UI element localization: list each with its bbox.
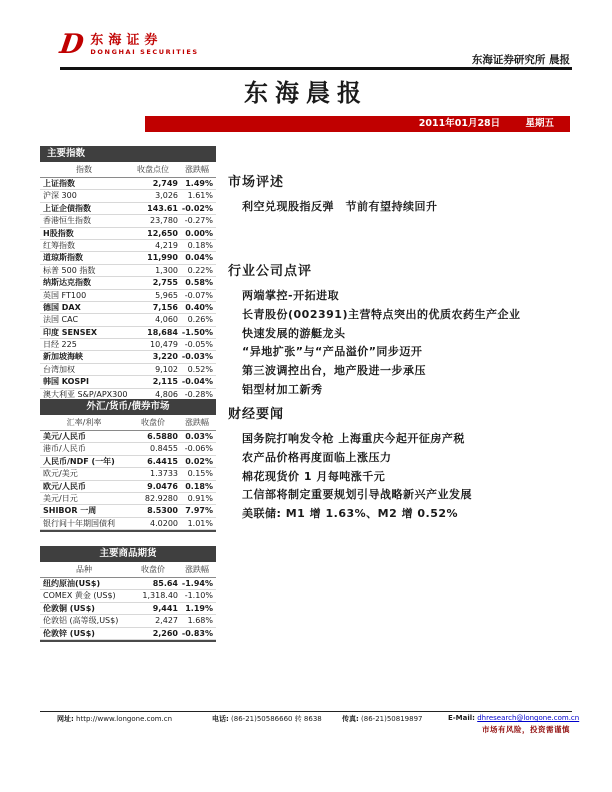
table-row: 上证指数 2,749 1.49% bbox=[40, 178, 216, 190]
table-row: 人民币/NDF (一年) 6.4415 0.02% bbox=[40, 456, 216, 468]
column-header: 收盘点位 bbox=[137, 165, 169, 174]
section-item: 两端掌控-开拓进取 bbox=[242, 289, 340, 302]
table-row: 法国 CAC 4,060 0.26% bbox=[40, 314, 216, 326]
table-row: 纽约原油(US$) 85.64 -1.94% bbox=[40, 578, 216, 590]
indices-table-title: 主要指数 bbox=[40, 146, 216, 162]
table-row: 银行间十年期国债利 4.0200 1.01% bbox=[40, 518, 216, 530]
column-header: 指数 bbox=[76, 165, 92, 174]
section-item: 长青股份(002391)主营特点突出的优质农药生产企业 bbox=[242, 307, 521, 321]
table-row: 印度 SENSEX 18,684 -1.50% bbox=[40, 327, 216, 339]
footer-website-label: 网址: bbox=[57, 715, 74, 723]
risk-disclaimer: 市场有风险，投资需谨慎 bbox=[482, 725, 570, 734]
commodities-table bbox=[40, 546, 216, 642]
footer-phone-number: (86-21)50586660 转 8638 bbox=[231, 715, 322, 723]
logo-d-mark-icon: D bbox=[57, 29, 86, 60]
industry-comments-items bbox=[228, 287, 580, 400]
column-header: 收盘价 bbox=[141, 565, 165, 574]
indices-table bbox=[40, 146, 216, 403]
logo-company-name-cn: 东海证券 bbox=[90, 33, 163, 48]
table-row: 伦敦锌 (US$) 2,260 -0.83% bbox=[40, 628, 216, 640]
report-weekday: 星期五 bbox=[525, 118, 554, 129]
column-header: 品种 bbox=[76, 565, 92, 574]
footer-email-label: E-Mail: bbox=[448, 714, 475, 722]
table-row: 美元/人民币 6.5880 0.03% bbox=[40, 431, 216, 443]
section-item: “异地扩张”与“产品溢价”同步迈开 bbox=[242, 345, 423, 359]
footer-fax-number: (86-21)50819897 bbox=[361, 715, 423, 723]
commodities-table-body bbox=[40, 578, 216, 640]
table-row: 伦敦铝 (高等级,US$) 2,427 1.68% bbox=[40, 615, 216, 627]
forex-bond-table bbox=[40, 399, 216, 532]
table-row: 台湾加权 9,102 0.52% bbox=[40, 364, 216, 376]
column-header: 汇率/利率 bbox=[66, 418, 102, 427]
table-row: 伦敦铜 (US$) 9,441 1.19% bbox=[40, 603, 216, 615]
table-row: 英国 FT100 5,965 -0.07% bbox=[40, 290, 216, 302]
column-header: 涨跌幅 bbox=[185, 418, 209, 427]
finance-news-items bbox=[228, 430, 580, 524]
footer-email bbox=[448, 714, 579, 722]
logo-company-name-en: DONGHAI SECURITIES bbox=[90, 48, 199, 56]
indices-table-columns bbox=[40, 162, 216, 178]
section-item: 农产品价格再度面临上涨压力 bbox=[242, 450, 392, 464]
table-row: H股指数 12,650 0.00% bbox=[40, 228, 216, 240]
table-row: 道琼斯指数 11,990 0.04% bbox=[40, 252, 216, 264]
indices-table-body bbox=[40, 178, 216, 401]
footer-email-link[interactable]: dhresearch@longone.com.cn bbox=[477, 714, 580, 722]
table-row: 德国 DAX 7,156 0.40% bbox=[40, 302, 216, 314]
table-row: 上证企债指数 143.61 -0.02% bbox=[40, 203, 216, 215]
column-header: 涨跌幅 bbox=[185, 565, 209, 574]
table-row: SHIBOR 一周 8.5300 7.97% bbox=[40, 505, 216, 517]
research-institute-label: 东海证券研究所 晨报 bbox=[471, 54, 570, 66]
section-item: 快速发展的游艇龙头 bbox=[242, 326, 346, 340]
footer-fax-label: 传真: bbox=[342, 715, 359, 723]
company-logo bbox=[57, 29, 199, 60]
industry-comments-heading: 行业公司点评 bbox=[228, 264, 313, 279]
footer-phone-label: 电话: bbox=[212, 715, 229, 723]
table-row: 韩国 KOSPI 2,115 -0.04% bbox=[40, 376, 216, 388]
section-item: 棉花现货价 1 月每吨涨千元 bbox=[242, 469, 386, 483]
market-review-items bbox=[228, 198, 580, 217]
table-row: 纳斯达克指数 2,755 0.58% bbox=[40, 277, 216, 289]
table-row: 港币/人民币 0.8455 -0.06% bbox=[40, 443, 216, 455]
commodities-table-title: 主要商品期货 bbox=[40, 546, 216, 562]
section-item: 铝型材加工新秀 bbox=[242, 382, 323, 396]
section-item: 第三波调控出台，地产股进一步承压 bbox=[242, 364, 426, 378]
table-row: 红筹指数 4,219 0.18% bbox=[40, 240, 216, 252]
industry-comments-section bbox=[228, 260, 580, 400]
table-row: 新加坡海峡 3,220 -0.03% bbox=[40, 351, 216, 363]
footer-divider bbox=[40, 711, 572, 712]
section-item: 工信部将制定重要规划引导战略新兴产业发展 bbox=[242, 488, 472, 502]
table-row: 沪深 300 3,026 1.61% bbox=[40, 190, 216, 202]
table-row: COMEX 黄金 (US$) 1,318.40 -1.10% bbox=[40, 590, 216, 602]
table-row: 香港恒生指数 23,780 -0.27% bbox=[40, 215, 216, 227]
table-row: 欧元/美元 1.3733 0.15% bbox=[40, 468, 216, 480]
market-review-heading: 市场评述 bbox=[228, 175, 285, 190]
forex-bond-table-title: 外汇/货币/债券市场 bbox=[40, 399, 216, 415]
table-row: 日经 225 10,479 -0.05% bbox=[40, 339, 216, 351]
forex-bond-table-columns bbox=[40, 415, 216, 431]
commodities-table-columns bbox=[40, 562, 216, 578]
date-bar bbox=[145, 116, 570, 132]
table-row: 欧元/人民币 9.0476 0.18% bbox=[40, 481, 216, 493]
column-header: 收盘价 bbox=[141, 418, 165, 427]
table-row: 美元/日元 82.9280 0.91% bbox=[40, 493, 216, 505]
section-item: 美联储: M1 增 1.63%、M2 增 0.52% bbox=[242, 507, 459, 521]
market-review-section bbox=[228, 171, 580, 217]
table-row: 澳大利亚 S&P/APX300 4,806 -0.28% bbox=[40, 389, 216, 401]
section-item: 国务院打响发令枪 上海重庆今起开征房产税 bbox=[242, 432, 465, 445]
column-header: 涨跌幅 bbox=[185, 165, 209, 174]
report-date: 2011年01月28日 bbox=[418, 118, 501, 129]
footer-fax bbox=[342, 714, 422, 724]
section-item: 利空兑现股指反弹 节前有望持续回升 bbox=[242, 200, 438, 213]
footer-phone bbox=[212, 714, 322, 724]
footer-website-url: http://www.longone.com.cn bbox=[76, 715, 173, 723]
header-divider bbox=[60, 67, 572, 70]
table-row: 标普 500 指数 1,300 0.22% bbox=[40, 265, 216, 277]
page-title: 东海晨报 bbox=[244, 79, 368, 107]
finance-news-heading: 财经要闻 bbox=[228, 407, 285, 422]
finance-news-section bbox=[228, 403, 580, 524]
forex-bond-table-body bbox=[40, 431, 216, 530]
footer-website bbox=[57, 714, 172, 724]
